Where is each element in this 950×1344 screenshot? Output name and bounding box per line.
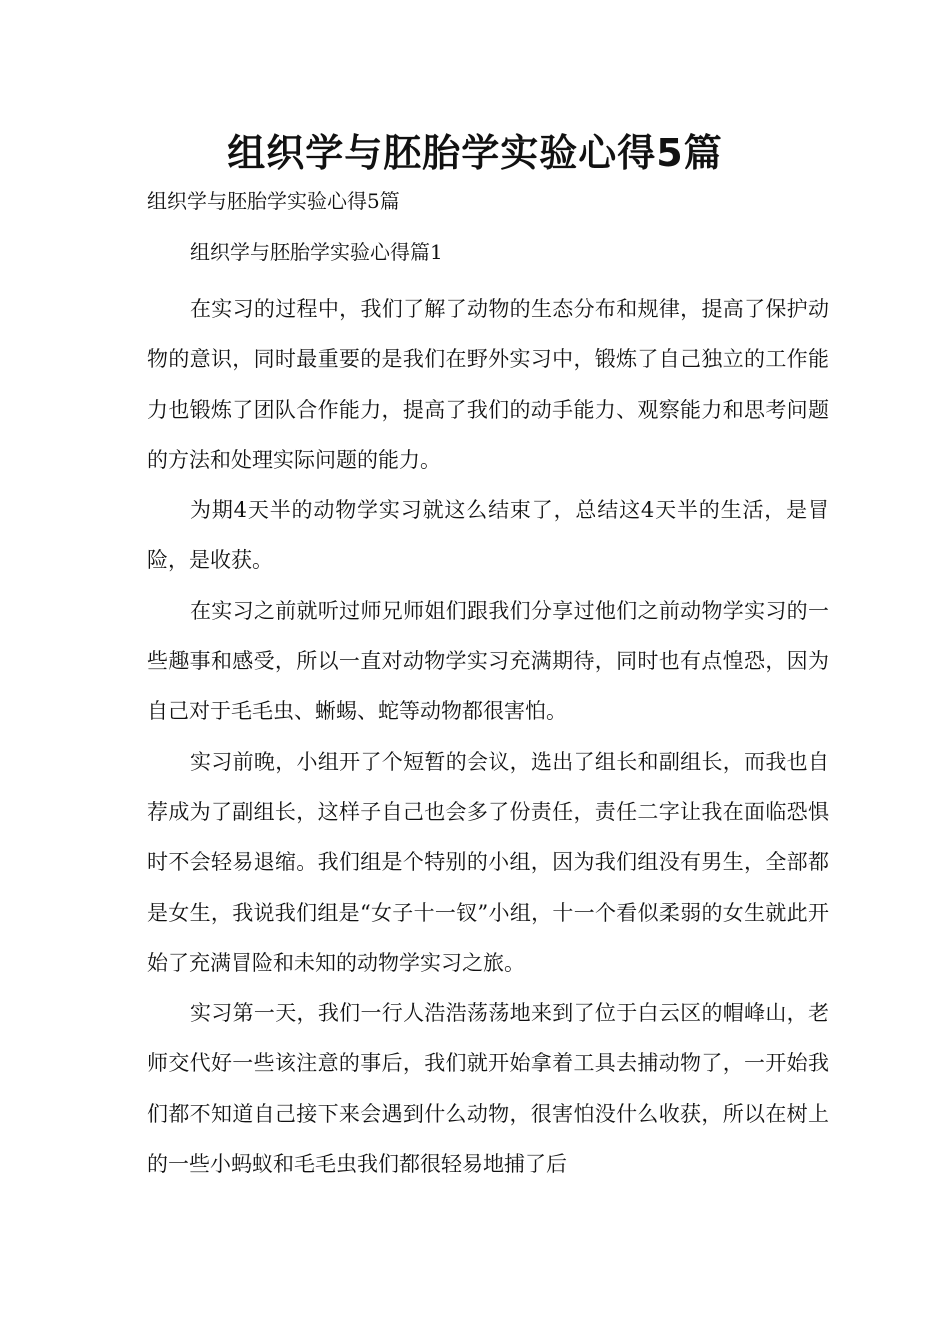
paragraph: 在实习的过程中，我们了解了动物的生态分布和规律，提高了保护动物的意识，同时最重要的是我们在野外实习中，锻炼了自己独立的工作能力也锻炼了团队合作能力，提高了我们的动手能力、观察能力和思考问题的方法和处理实际问题的能力。 [147,297,829,472]
paragraph: 在实习之前就听过师兄师姐们跟我们分享过他们之前动物学实习的一些趣事和感受，所以一直对动物学实习充满期待，同时也有点惶恐，因为自己对于毛毛虫、蜥蜴、蛇等动物都很害怕。 [147,598,829,724]
paragraph: 实习前晚，小组开了个短暂的会议，选出了组长和副组长，而我也自荐成为了副组长，这样子自己也会多了份责任，责任二字让我在面临恐惧时不会轻易退缩。我们组是个特别的小组，因为我们组没有男生，全部都是女生，我说我们组是“女子十一钗”小组，十一个看似柔弱的女生就此开始了充满冒险和未知的动物学实习之旅。 [147,749,829,975]
body-text [147,284,829,1189]
document-title: 组织学与胚胎学实验心得5篇 [227,131,723,175]
paragraph: 实习第一天，我们一行人浩浩荡荡地来到了位于白云区的帽峰山，老师交代好一些该注意的事后，我们就开始拿着工具去捕动物了，一开始我们都不知道自己接下来会遇到什么动物，很害怕没什么收获，所以在树上的一些小蚂蚁和毛毛虫我们都很轻易地捕了后 [147,1001,829,1177]
section-heading: 组织学与胚胎学实验心得篇1 [190,240,443,264]
paragraph: 为期4天半的动物学实习就这么结束了，总结这4天半的生活，是冒险，是收获。 [147,498,829,573]
document-subtitle: 组织学与胚胎学实验心得5篇 [147,189,400,213]
